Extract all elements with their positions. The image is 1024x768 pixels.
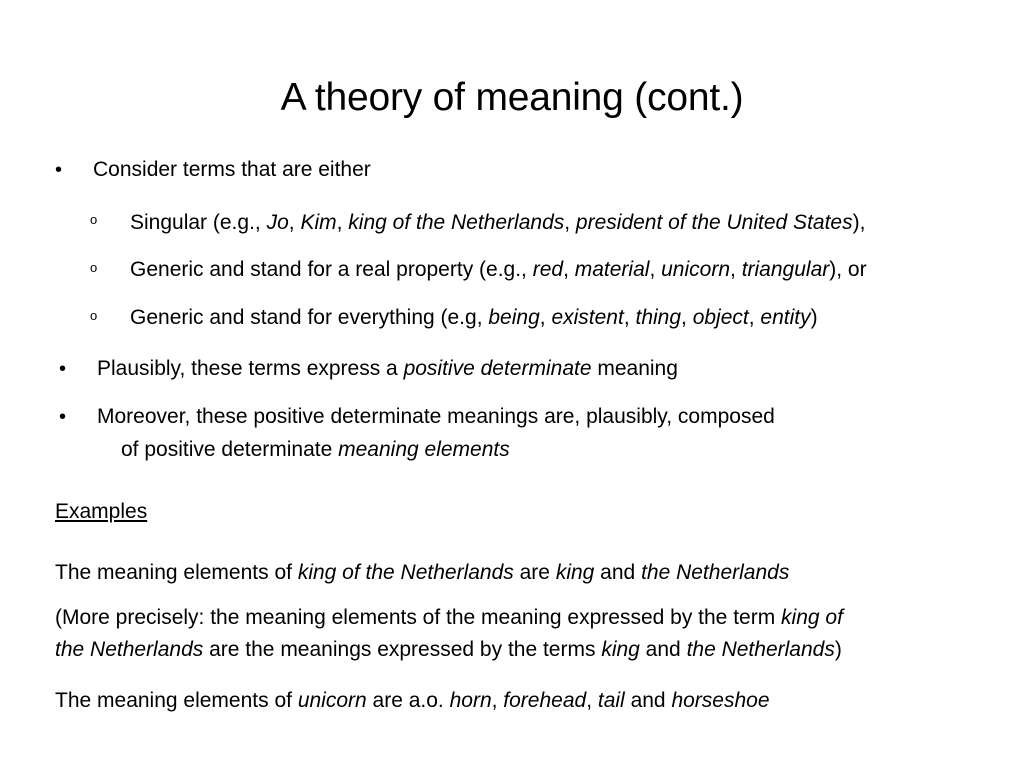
bullet-moreover-line1: Moreover, these positive determinate meanings are, plausibly, composed [97, 405, 775, 428]
bullet-marker: • [59, 358, 67, 380]
text-run: ), or [829, 258, 867, 281]
sub-bullet-generic-property [130, 256, 867, 284]
text-run: , [288, 211, 301, 234]
text-run: , [563, 258, 575, 281]
example-king-of-netherlands [55, 556, 789, 590]
text-run: Generic and stand for everything (e.g, [130, 306, 489, 329]
italic-term: the Netherlands [686, 638, 835, 661]
sub-bullet-marker: o [90, 308, 98, 323]
examples-heading: Examples [55, 500, 148, 523]
text-run: ) [834, 638, 842, 661]
italic-term: the Netherlands [641, 561, 790, 584]
sub-bullet-singular [130, 209, 865, 237]
text-run: , [539, 306, 552, 329]
text-run: , [649, 258, 662, 281]
italic-term: king [555, 561, 595, 584]
bullet-plausibly [97, 355, 678, 383]
italic-term: king [601, 638, 640, 661]
text-run: are a.o. [366, 689, 450, 712]
italic-term: Jo [266, 211, 289, 234]
text-run: , [748, 306, 761, 329]
text-run: (More precisely: the meaning elements of the meaning expressed by the term [55, 606, 782, 629]
text-run: and [624, 689, 672, 712]
italic-term: king of the Netherlands [297, 561, 514, 584]
text-run: and [594, 561, 642, 584]
italic-term: meaning elements [338, 438, 510, 461]
sub-bullet-marker: o [90, 260, 98, 275]
italic-term: being [488, 306, 540, 329]
italic-term: unicorn [297, 689, 367, 712]
text-run: , [623, 306, 636, 329]
italic-term: tail [597, 689, 625, 712]
italic-term: material [574, 258, 650, 281]
text-run: Plausibly, these terms express a [97, 357, 404, 380]
bullet-moreover-line2 [121, 436, 510, 464]
text-run: The meaning elements of [55, 561, 298, 584]
text-run: , [586, 689, 598, 712]
text-run: ), [852, 211, 866, 234]
text-run: and [639, 638, 687, 661]
bullet-marker: • [59, 406, 67, 428]
italic-term: horn [449, 689, 492, 712]
text-run: Generic and stand for a real property (e.g., [130, 258, 533, 281]
text-run: are the meanings expressed by the terms [203, 638, 602, 661]
example-unicorn [55, 684, 770, 718]
italic-term: king of the Netherlands [348, 211, 565, 234]
text-run: of positive determinate [121, 438, 339, 461]
italic-term: positive determinate [403, 357, 592, 380]
italic-term: king of [781, 606, 843, 629]
text-run: are [513, 561, 556, 584]
italic-term: unicorn [661, 258, 731, 281]
italic-term: president of the United States [575, 211, 853, 234]
italic-term: entity [760, 306, 811, 329]
sub-bullet-marker: o [90, 212, 98, 227]
text-run: , [491, 689, 504, 712]
bullet-marker: • [55, 159, 63, 181]
example-more-precisely-line2 [55, 633, 842, 667]
text-run: Singular (e.g., [130, 211, 267, 234]
example-more-precisely-line1 [55, 601, 843, 635]
slide-title: A theory of meaning (cont.) [280, 76, 744, 119]
italic-term: Kim [300, 211, 337, 234]
italic-term: forehead [503, 689, 587, 712]
italic-term: object [692, 306, 749, 329]
text-run: , [564, 211, 576, 234]
italic-term: triangular [741, 258, 830, 281]
text-run: ) [810, 306, 818, 329]
bullet-consider-terms: Consider terms that are either [93, 158, 371, 181]
text-run: The meaning elements of [55, 689, 298, 712]
text-run: , [730, 258, 742, 281]
text-run: , [681, 306, 693, 329]
italic-term: red [532, 258, 564, 281]
text-run: , [336, 211, 349, 234]
italic-term: the Netherlands [55, 638, 204, 661]
italic-term: existent [551, 306, 624, 329]
text-run: meaning [591, 357, 678, 380]
italic-term: thing [635, 306, 682, 329]
italic-term: horseshoe [671, 689, 770, 712]
sub-bullet-generic-everything [130, 304, 818, 332]
